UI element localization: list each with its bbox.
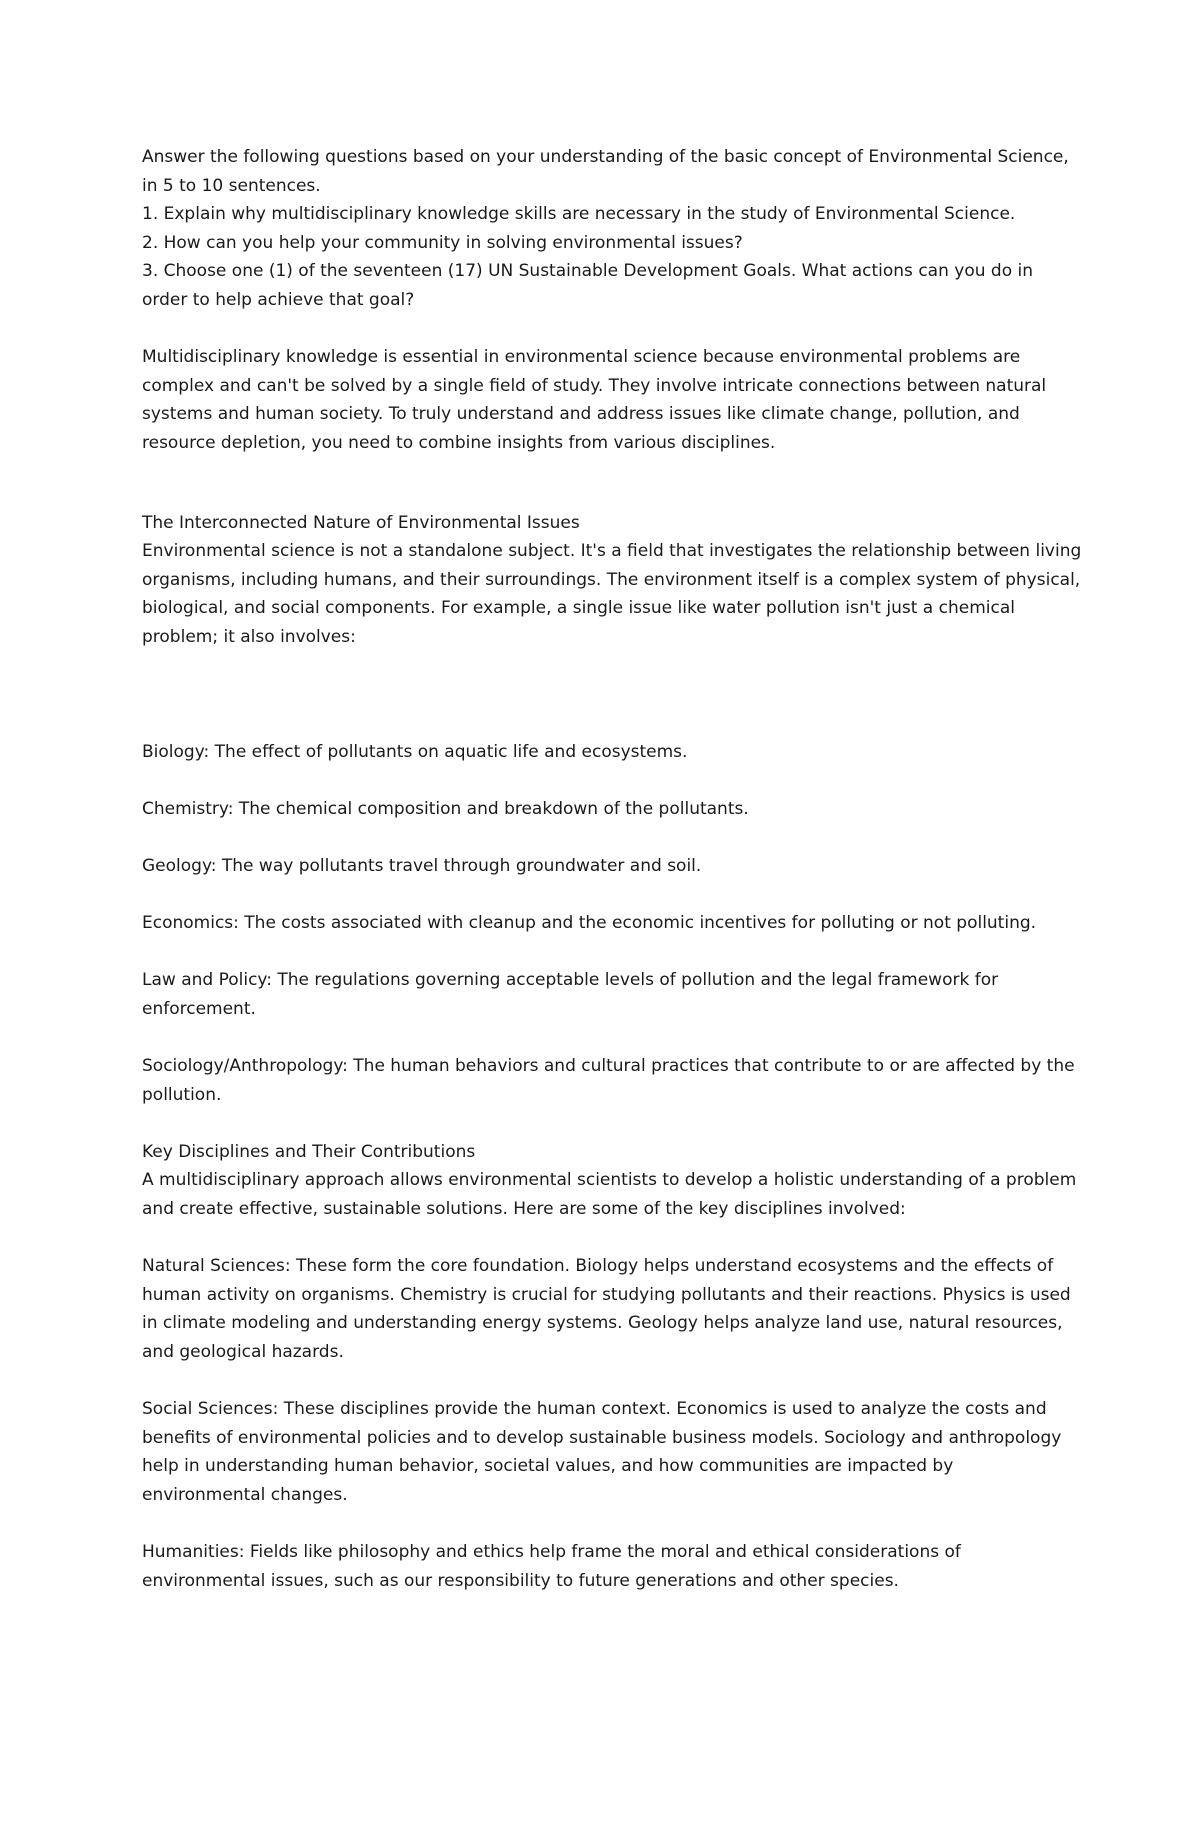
involves-item-chemistry: Chemistry: The chemical composition and breakdown of the pollutants.	[142, 798, 749, 819]
question-2: 2. How can you help your community in solving environmental issues?	[142, 232, 743, 253]
question-1: 1. Explain why multidisciplinary knowledge skills are necessary in the study of Environmental Science.	[142, 204, 1016, 225]
spacer	[142, 1109, 1082, 1138]
spacer	[142, 458, 1082, 509]
spacer	[142, 1023, 1082, 1052]
spacer	[142, 1224, 1082, 1253]
spacer	[142, 315, 1082, 344]
discipline-humanities: Humanities: Fields like philosophy and ethics help frame the moral and ethical considerations of environmental issues, such as our responsibility to future generations and other species.	[142, 1542, 961, 1591]
spacer	[142, 823, 1082, 852]
discipline-social-sciences: Social Sciences: These disciplines provide the human context. Economics is used to analyze the costs and benefits of environmental policies and to develop sustainable business models. Sociology and anthropology help in understanding human behavior, societal values, and how communities are impacted by environmental changes.	[142, 1399, 1062, 1505]
document-body	[142, 143, 1082, 1595]
spacer	[142, 1510, 1082, 1539]
section-body-interconnected: Environmental science is not a standalone subject. It's a field that investigates the relationship between living organisms, including humans, and their surroundings. The environment itself is a complex system of physical, biological, and social components. For example, a single issue like water pollution isn't just a chemical problem; it also involves:	[142, 541, 1082, 647]
spacer	[142, 652, 1082, 738]
answer-intro: Multidisciplinary knowledge is essential in environmental science because environmental problems are complex and can't be solved by a single field of study. They involve intricate connections between natural systems and human society. To truly understand and address issues like climate change, pollution, and resource depletion, you need to combine insights from various disciplines.	[142, 347, 1047, 453]
spacer	[142, 1367, 1082, 1396]
section-heading-interconnected: The Interconnected Nature of Environmental Issues	[142, 512, 580, 533]
discipline-natural-sciences: Natural Sciences: These form the core foundation. Biology helps understand ecosystems and the effects of human activity on organisms. Chemistry is crucial for studying pollutants and their reactions. Physics is used in climate modeling and understanding energy systems. Geology helps analyze land use, natural resources, and geological hazards.	[142, 1256, 1071, 1362]
section-body-key-disciplines: A multidisciplinary approach allows environmental scientists to develop a holistic understanding of a problem and create effective, sustainable solutions. Here are some of the key disciplines involved:	[142, 1170, 1077, 1219]
question-3: 3. Choose one (1) of the seventeen (17) UN Sustainable Development Goals. What actions can you do in order to help achieve that goal?	[142, 261, 1033, 310]
involves-item-geology: Geology: The way pollutants travel through groundwater and soil.	[142, 855, 702, 876]
section-heading-key-disciplines: Key Disciplines and Their Contributions	[142, 1141, 476, 1162]
spacer	[142, 766, 1082, 795]
spacer	[142, 880, 1082, 909]
involves-item-economics: Economics: The costs associated with cleanup and the economic incentives for polluting or not polluting.	[142, 913, 1037, 934]
spacer	[142, 938, 1082, 967]
involves-item-sociology: Sociology/Anthropology: The human behaviors and cultural practices that contribute to or are affected by the pollution.	[142, 1056, 1075, 1105]
prompt-intro: Answer the following questions based on your understanding of the basic concept of Environmental Science, in 5 to 10 sentences.	[142, 147, 1069, 196]
involves-item-law-policy: Law and Policy: The regulations governing acceptable levels of pollution and the legal framework for enforcement.	[142, 970, 999, 1019]
involves-item-biology: Biology: The effect of pollutants on aquatic life and ecosystems.	[142, 741, 688, 762]
